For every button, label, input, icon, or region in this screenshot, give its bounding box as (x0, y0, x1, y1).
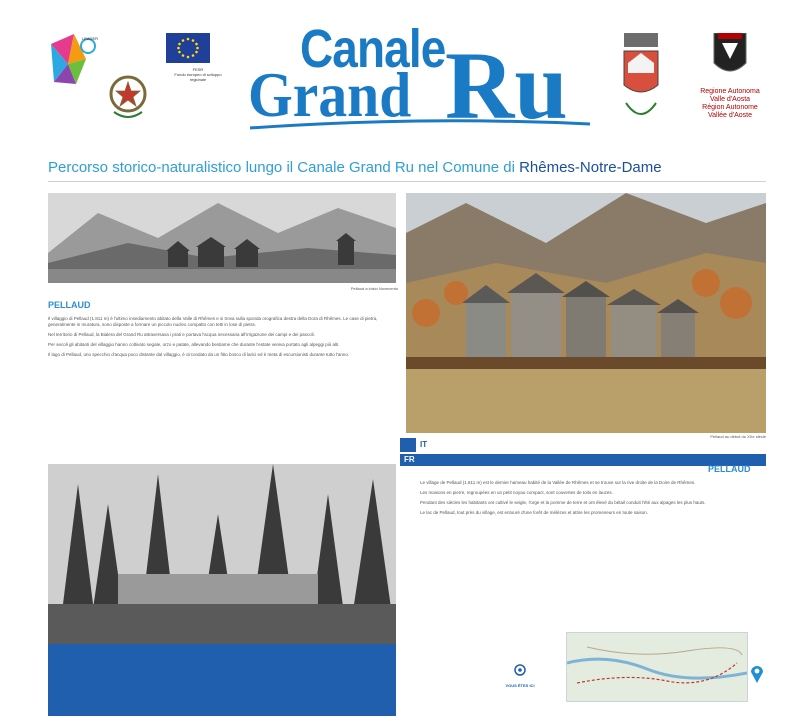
title-ru: Ru (445, 32, 568, 139)
location-pin-icon (513, 664, 527, 678)
municipal-coat-of-arms (620, 33, 662, 129)
historic-village-image (48, 193, 396, 283)
region-name-fr: Région Autonome Vallée d'Aoste (702, 104, 758, 119)
leader-icon (46, 34, 106, 89)
region-logo (700, 33, 760, 129)
fr-photo-caption: Pellaud au début du XXe siècle (710, 434, 766, 439)
title-grand: Grand (248, 59, 412, 130)
it-heading: PELLAUD (48, 300, 91, 310)
it-body (48, 316, 396, 362)
subtitle-place: Rhêmes-Notre-Dame (519, 159, 662, 176)
title-canale: Canale (300, 19, 446, 79)
subtitle (48, 159, 662, 176)
fesr-text: Fondo europeo di sviluppo regionale (174, 72, 222, 82)
it-paragraph-2: Nel territorio di Pellaud, la Bialera del Grand Ru attraversava i prati e portava l'acqua necessaria all'irrigazione dei campi e dei pascoli. (48, 332, 315, 337)
it-paragraph-4: Il lago di Pellaud, uno specchio d'acqua poco distante dal villaggio, è circondato da un fitto bosco di larici ed è meta di escursionisti durante tutto l'anno. (48, 352, 350, 357)
map-pin-icon (750, 664, 764, 684)
fr-paragraph-4: Le lac de Pellaud, tout près du village, est entouré d'une forêt de mélèzes et attire les promeneurs en toute saison. (420, 510, 648, 515)
leader-logo (46, 34, 106, 89)
emblem-icon (108, 72, 148, 124)
it-paragraph-3: Per secoli gli abitanti del villaggio hanno coltivato segale, orzo e patate, allevando bestiame che durante l'estate veniva portato agli alpeggi più alti. (48, 342, 340, 347)
historic-photo-pellaud (48, 193, 396, 283)
color-photo-pellaud (406, 193, 766, 433)
bottom-blue-band (48, 644, 396, 716)
region-name-it: Regione Autonoma Valle d'Aosta (700, 88, 760, 103)
subtitle-prefix: Percorso storico-naturalistico lungo il Canale Grand Ru nel Comune di (48, 159, 520, 176)
map-image (567, 633, 747, 701)
fr-tag: FR (404, 455, 415, 464)
fr-body (420, 480, 766, 520)
it-tag-box (400, 438, 416, 452)
historic-photo-lake (48, 464, 396, 644)
header-divider (48, 181, 766, 182)
route-map (566, 632, 748, 702)
italian-republic-emblem (108, 72, 148, 124)
eu-flag (166, 33, 210, 63)
fr-paragraph-2: Les maisons en pierre, regroupées en un petit noyau compact, sont couvertes de toits en lauzes. (420, 490, 613, 495)
fr-heading: PELLAUD (708, 464, 751, 474)
leader-text: LEADER (82, 36, 99, 41)
it-paragraph-1: Il villaggio di Pellaud (1.811 m) è l'ultimo insediamento abitato della Valle di Rhêmes e si trova sulla sponda orografica destra della Dora di Rhêmes. Le case di pietra, generalmente in muratura, sono disposte a formare un piccolo nucleo compatto con tetti in lose di pietra. (48, 316, 378, 327)
it-band (48, 438, 396, 452)
fr-paragraph-3: Pendant des siècles les habitants ont cultivé le seigle, l'orge et la pomme de terre et ont élevé du bétail conduit l'été aux alpages les plus hauts. (420, 500, 706, 505)
village-color-image (406, 193, 766, 433)
fr-paragraph-1: Le village de Pellaud (1.811 m) est le dernier hameau habité de la Vallée de Rhêmes et se trouve sur la rive droite de la Doire de Rhêmes. (420, 480, 696, 485)
map-pin (750, 664, 764, 689)
it-tag: IT (420, 440, 428, 449)
you-are-here-badge (500, 664, 540, 694)
it-photo-caption: Pellaud a inizio Novecento (350, 286, 398, 291)
coat-of-arms-icon (620, 33, 662, 129)
eu-stars-icon (166, 33, 210, 63)
region-shield-icon (700, 33, 760, 83)
you-are-here-text: VOUS ÊTES ICI (505, 683, 535, 688)
fesr-label: FESR (192, 67, 204, 72)
forest-lake-image (48, 464, 396, 644)
title-swoosh (250, 118, 590, 132)
